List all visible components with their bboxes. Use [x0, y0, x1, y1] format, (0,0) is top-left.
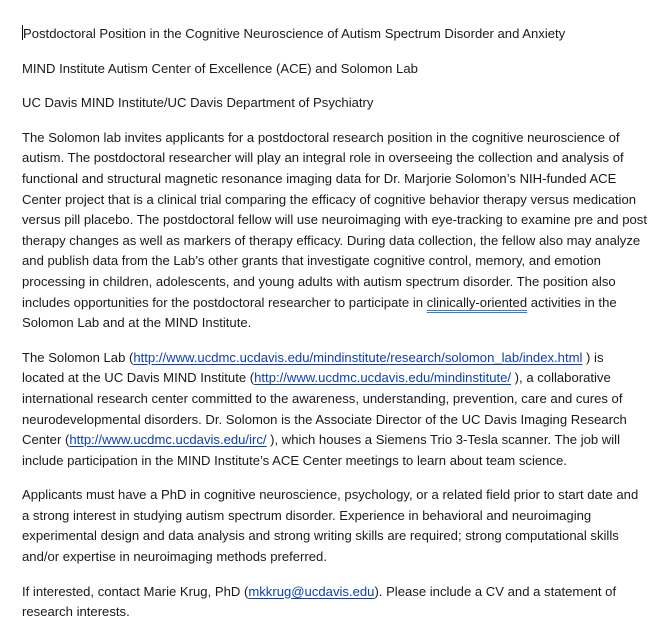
- p2-text-3: ), a collaborative international research center committed to the awareness, understanding, prevention, care and cures of neurodevelopmental disorders. Dr. Solomon is the Associate Director of the UC Davis Imaging Research Center (: [22, 370, 627, 448]
- p2-text-1: The Solomon Lab (: [22, 349, 134, 365]
- p4-text-1: If interested, contact Marie Krug, PhD (: [22, 583, 249, 599]
- doc-title: Postdoctoral Position in the Cognitive Neuroscience of Autism Spectrum Disorder and Anxiety: [23, 26, 566, 41]
- paragraph-contact: [22, 582, 648, 623]
- p1-text-after: activities in the Solomon Lab and at the MIND Institute.: [22, 294, 617, 331]
- document-body[interactable]: [22, 24, 648, 637]
- spellcheck-flagged-word[interactable]: clinically-oriented: [426, 294, 528, 310]
- paragraph-lab-info: [22, 348, 648, 472]
- solomon-lab-link[interactable]: http://www.ucdmc.ucdavis.edu/mindinstitute/research/solomon_lab/index.html: [133, 349, 583, 365]
- doc-title-line: [22, 24, 648, 45]
- doc-subtitle: MIND Institute Autism Center of Excellence (ACE) and Solomon Lab: [22, 60, 418, 76]
- contact-email-link[interactable]: mkkrug@ucdavis.edu: [248, 583, 375, 599]
- p2-text-2: ) is located at the UC Davis MIND Institute (: [22, 349, 604, 386]
- paragraph-position-description: [22, 128, 648, 334]
- imaging-center-link[interactable]: http://www.ucdmc.ucdavis.edu/irc/: [69, 432, 267, 448]
- paragraph-requirements: Applicants must have a PhD in cognitive neuroscience, psychology, or a related field prior to start date and a strong interest in studying autism spectrum disorder. Experience in behavioral and neuroimaging experimental design and data analysis and strong writing skills are required; strong computational skills and/or expertise in neuroimaging methods preferred.: [22, 487, 639, 565]
- p1-text-before: The Solomon lab invites applicants for a postdoctoral research position in the cognitive neuroscience of autism. The postdoctoral researcher will play an integral role in overseeing the collection and analysis of functional and structural magnetic resonance imaging data for Dr. Marjorie Solomon’s NIH-funded ACE Center project that is a clinical trial comparing the efficacy of cognitive behavior therapy versus medication versus pill placebo. The postdoctoral fellow will use neuroimaging with eye-tracking to examine pre and post therapy changes as well as markers of therapy efficacy. During data collection, the fellow also may analyze and publish data from the Lab’s other grants that investigate cognitive control, memory, and emotion processing in children, adolescents, and young adults with autism spectrum disorder. The position also includes opportunities for the postdoctoral researcher to participate in: [22, 129, 647, 310]
- p2-text-4: ), which houses a Siemens Trio 3-Tesla scanner. The job will include participation in the MIND Institute’s ACE Center meetings to learn about team science.: [22, 432, 620, 468]
- doc-affiliation: UC Davis MIND Institute/UC Davis Department of Psychiatry: [22, 95, 374, 111]
- mind-institute-link[interactable]: http://www.ucdmc.ucdavis.edu/mindinstitute/: [254, 370, 512, 386]
- p4-text-2: ). Please include a CV and a statement of research interests.: [22, 583, 617, 620]
